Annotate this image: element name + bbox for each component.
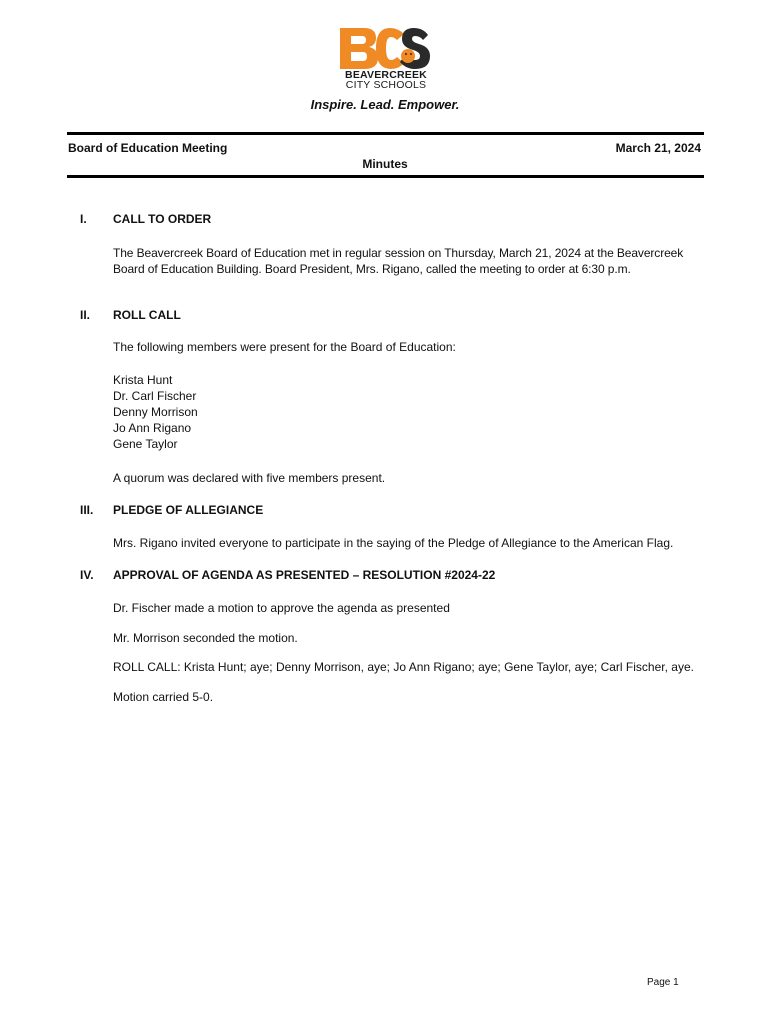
member-name: Denny Morrison — [113, 405, 198, 419]
header-rule-top — [67, 132, 704, 135]
section-title: CALL TO ORDER — [113, 212, 212, 226]
member-name: Jo Ann Rigano — [113, 421, 192, 435]
logo-line-2: CITY SCHOOLS — [345, 79, 427, 91]
motion-result: Motion carried 5-0. — [113, 690, 214, 704]
roll-call-intro: The following members were present for the Board of Education: — [113, 340, 456, 354]
member-name: Gene Taylor — [113, 437, 178, 451]
section-text: The Beavercreek Board of Education met in regular session on Thursday, March 21, 2024 at the Beavercreek Board of Education Building. Board President, Mrs. Rigano, called the meeting to order at 6:30 p.m. — [113, 246, 684, 276]
page-number: Page 1 — [647, 977, 679, 988]
section-title: ROLL CALL — [113, 308, 181, 322]
section-number: II. — [80, 308, 91, 322]
bcs-logo-icon — [338, 26, 432, 70]
section-number: III. — [80, 503, 94, 517]
header-rule-bottom — [67, 175, 704, 178]
member-name: Krista Hunt — [113, 373, 173, 387]
section-text: Mrs. Rigano invited everyone to participate in the saying of the Pledge of Allegiance to the American Flag. — [113, 536, 674, 550]
motion-text: Dr. Fischer made a motion to approve the agenda as presented — [113, 601, 450, 615]
beavercreek-logo — [338, 26, 432, 92]
second-text: Mr. Morrison seconded the motion. — [113, 631, 298, 645]
section-number: IV. — [80, 568, 94, 582]
tagline: Inspire. Lead. Empower. — [310, 97, 460, 112]
section-title: APPROVAL OF AGENDA AS PRESENTED – RESOLUTION #2024-22 — [113, 568, 496, 582]
quorum-statement: A quorum was declared with five members present. — [113, 471, 386, 485]
minutes-heading: Minutes — [362, 157, 408, 171]
section-number: I. — [80, 212, 87, 226]
logo-line-1: BEAVERCREEK — [345, 69, 427, 81]
meeting-date: March 21, 2024 — [615, 141, 701, 155]
logo-wordmark — [340, 70, 432, 90]
roll-call-vote: ROLL CALL: Krista Hunt; aye; Denny Morrison, aye; Jo Ann Rigano; aye; Gene Taylor, aye; Carl Fischer, aye. — [113, 660, 694, 674]
meeting-title: Board of Education Meeting — [68, 141, 228, 155]
section-title: PLEDGE OF ALLEGIANCE — [113, 503, 264, 517]
member-name: Dr. Carl Fischer — [113, 389, 197, 403]
